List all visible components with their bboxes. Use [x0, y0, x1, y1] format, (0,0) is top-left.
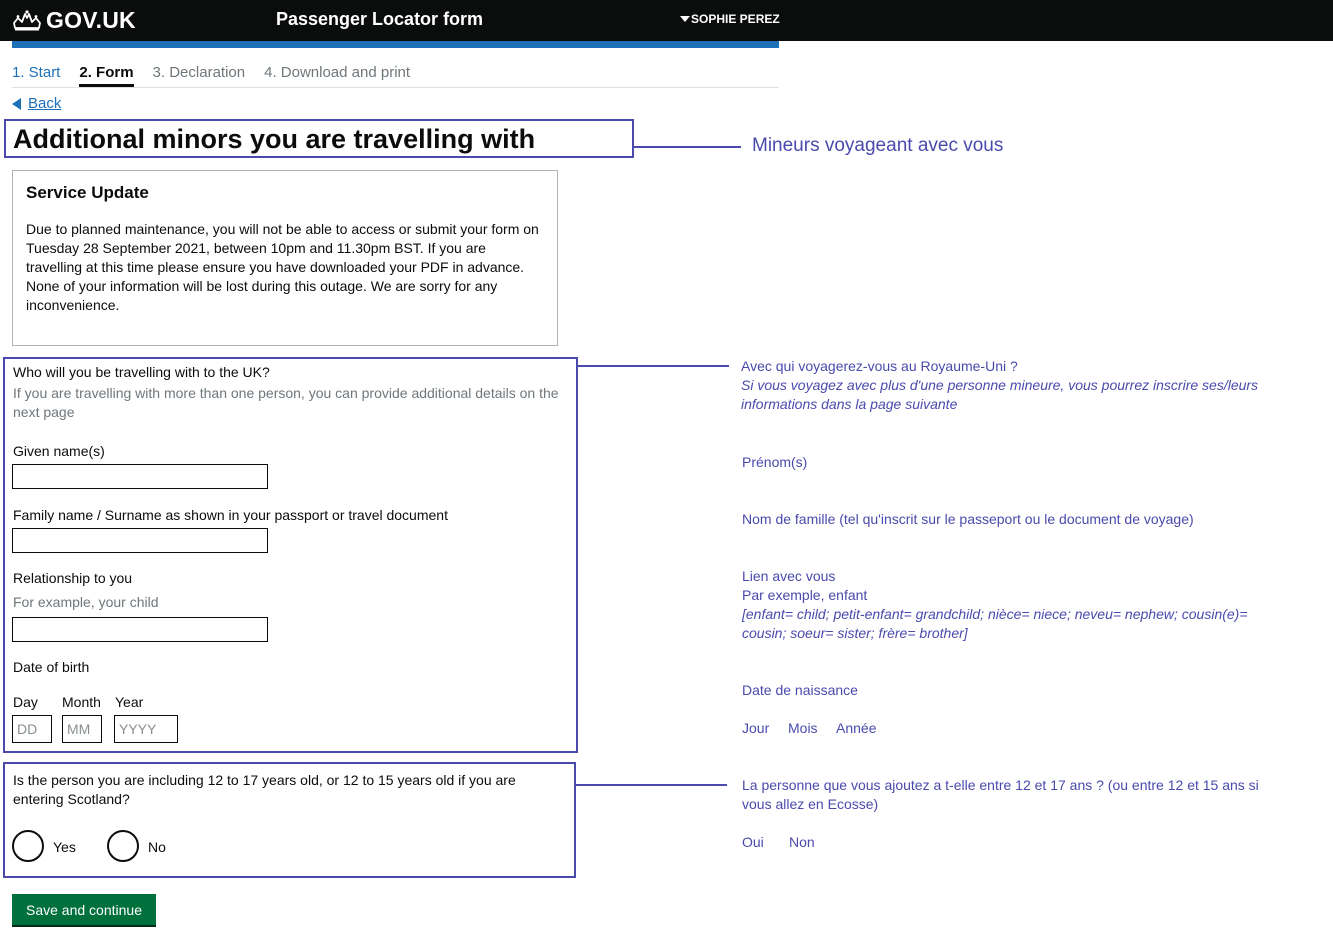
age-yes-label[interactable]: Yes: [53, 839, 76, 855]
dob-label: Date of birth: [13, 659, 90, 675]
annotation-year-fr: Année: [836, 720, 877, 736]
age-yes-radio[interactable]: [12, 830, 44, 862]
annotation-day-fr: Jour: [742, 720, 770, 736]
annotation-connector-age: [576, 784, 727, 786]
annotation-box-title: [4, 119, 634, 158]
page-title: Additional minors you are travelling with: [13, 124, 536, 154]
annotation-given-name-fr: Prénom(s): [742, 454, 808, 470]
govuk-header: [0, 0, 1333, 41]
dob-day-label: Day: [13, 694, 38, 710]
age-question: Is the person you are including 12 to 17 years old, or 12 to 15 years old if you are entering Scotland?: [13, 772, 516, 807]
annotation-relationship-fr: Lien avec vous: [742, 568, 836, 584]
dob-month-input[interactable]: [62, 715, 102, 743]
divider: [12, 87, 779, 88]
annotation-question-hint-fr: Si vous voyagez avec plus d'une personne mineure, vous pourrez inscrire ses/leurs informations dans la page suivante: [741, 377, 1259, 412]
service-update-panel: [12, 170, 558, 346]
relationship-label: Relationship to you: [13, 570, 133, 586]
relationship-hint: For example, your child: [13, 594, 159, 610]
given-name-input[interactable]: [12, 464, 268, 489]
relationship-input[interactable]: [12, 617, 268, 642]
step-start[interactable]: 1. Start: [12, 64, 61, 81]
crown-icon: [12, 9, 42, 31]
family-name-input[interactable]: [12, 528, 268, 553]
dob-year-input[interactable]: [114, 715, 178, 743]
step-declaration: 3. Declaration: [152, 64, 246, 81]
age-no-label[interactable]: No: [148, 839, 166, 855]
govuk-logo-link[interactable]: [12, 6, 136, 34]
dob-year-label: Year: [115, 694, 144, 710]
service-update-body: Due to planned maintenance, you will not be able to access or submit your form on Tuesday 28 September 2021, between 10pm and 11.30pm BST. If you are travelling at this time please ensure you have downloaded your PDF in advance. None of your information will be lost during this outage. We are sorry for any inconvenience.: [26, 221, 539, 313]
back-link[interactable]: [12, 95, 61, 112]
save-and-continue-button[interactable]: Save and continue: [12, 894, 156, 925]
step-navigation: [12, 64, 429, 87]
annotation-family-name-fr: Nom de famille (tel qu'inscrit sur le passeport ou le document de voyage): [742, 511, 1194, 527]
annotation-month-fr: Mois: [788, 720, 818, 736]
back-arrow-icon: [12, 98, 21, 110]
user-name: SOPHIE PEREZ: [691, 12, 780, 26]
back-link-label: Back: [28, 95, 62, 112]
caret-down-icon: [680, 16, 690, 22]
dob-month-label: Month: [62, 694, 101, 710]
traveller-question-hint: If you are travelling with more than one person, you can provide additional details on the next page: [13, 385, 559, 420]
service-update-title: Service Update: [26, 183, 149, 202]
given-name-label: Given name(s): [13, 443, 105, 459]
traveller-question: Who will you be travelling with to the UK?: [13, 364, 270, 380]
annotation-no-fr: Non: [789, 834, 815, 850]
dob-day-input[interactable]: [12, 715, 52, 743]
annotation-yes-fr: Oui: [742, 834, 764, 850]
annotation-connector-title: [634, 146, 741, 148]
age-no-radio[interactable]: [107, 830, 139, 862]
annotation-dob-fr: Date de naissance: [742, 682, 858, 698]
annotation-relationship-glossary-fr: [enfant= child; petit-enfant= grandchild; nièce= niece; neveu= nephew; cousin(e)= cousin; soeur= sister; frère= brother]: [742, 606, 1248, 641]
user-menu[interactable]: [680, 12, 780, 26]
annotation-connector-traveller: [578, 365, 729, 367]
annotation-title-fr: Mineurs voyageant avec vous: [752, 135, 1004, 156]
service-name[interactable]: Passenger Locator form: [276, 9, 484, 29]
family-name-label: Family name / Surname as shown in your passport or travel document: [13, 507, 448, 523]
step-form: 2. Form: [79, 64, 133, 87]
annotation-relationship-hint-fr: Par exemple, enfant: [742, 587, 868, 603]
brand-text: GOV.UK: [46, 6, 136, 33]
annotation-age-question-fr: La personne que vous ajoutez a t-elle entre 12 et 17 ans ? (ou entre 12 et 15 ans si vous allez en Ecosse): [742, 777, 1259, 812]
header-blue-strip: [12, 41, 779, 48]
annotation-question-fr: Avec qui voyagerez-vous au Royaume-Uni ?: [741, 358, 1018, 374]
step-download-print: 4. Download and print: [264, 64, 411, 81]
